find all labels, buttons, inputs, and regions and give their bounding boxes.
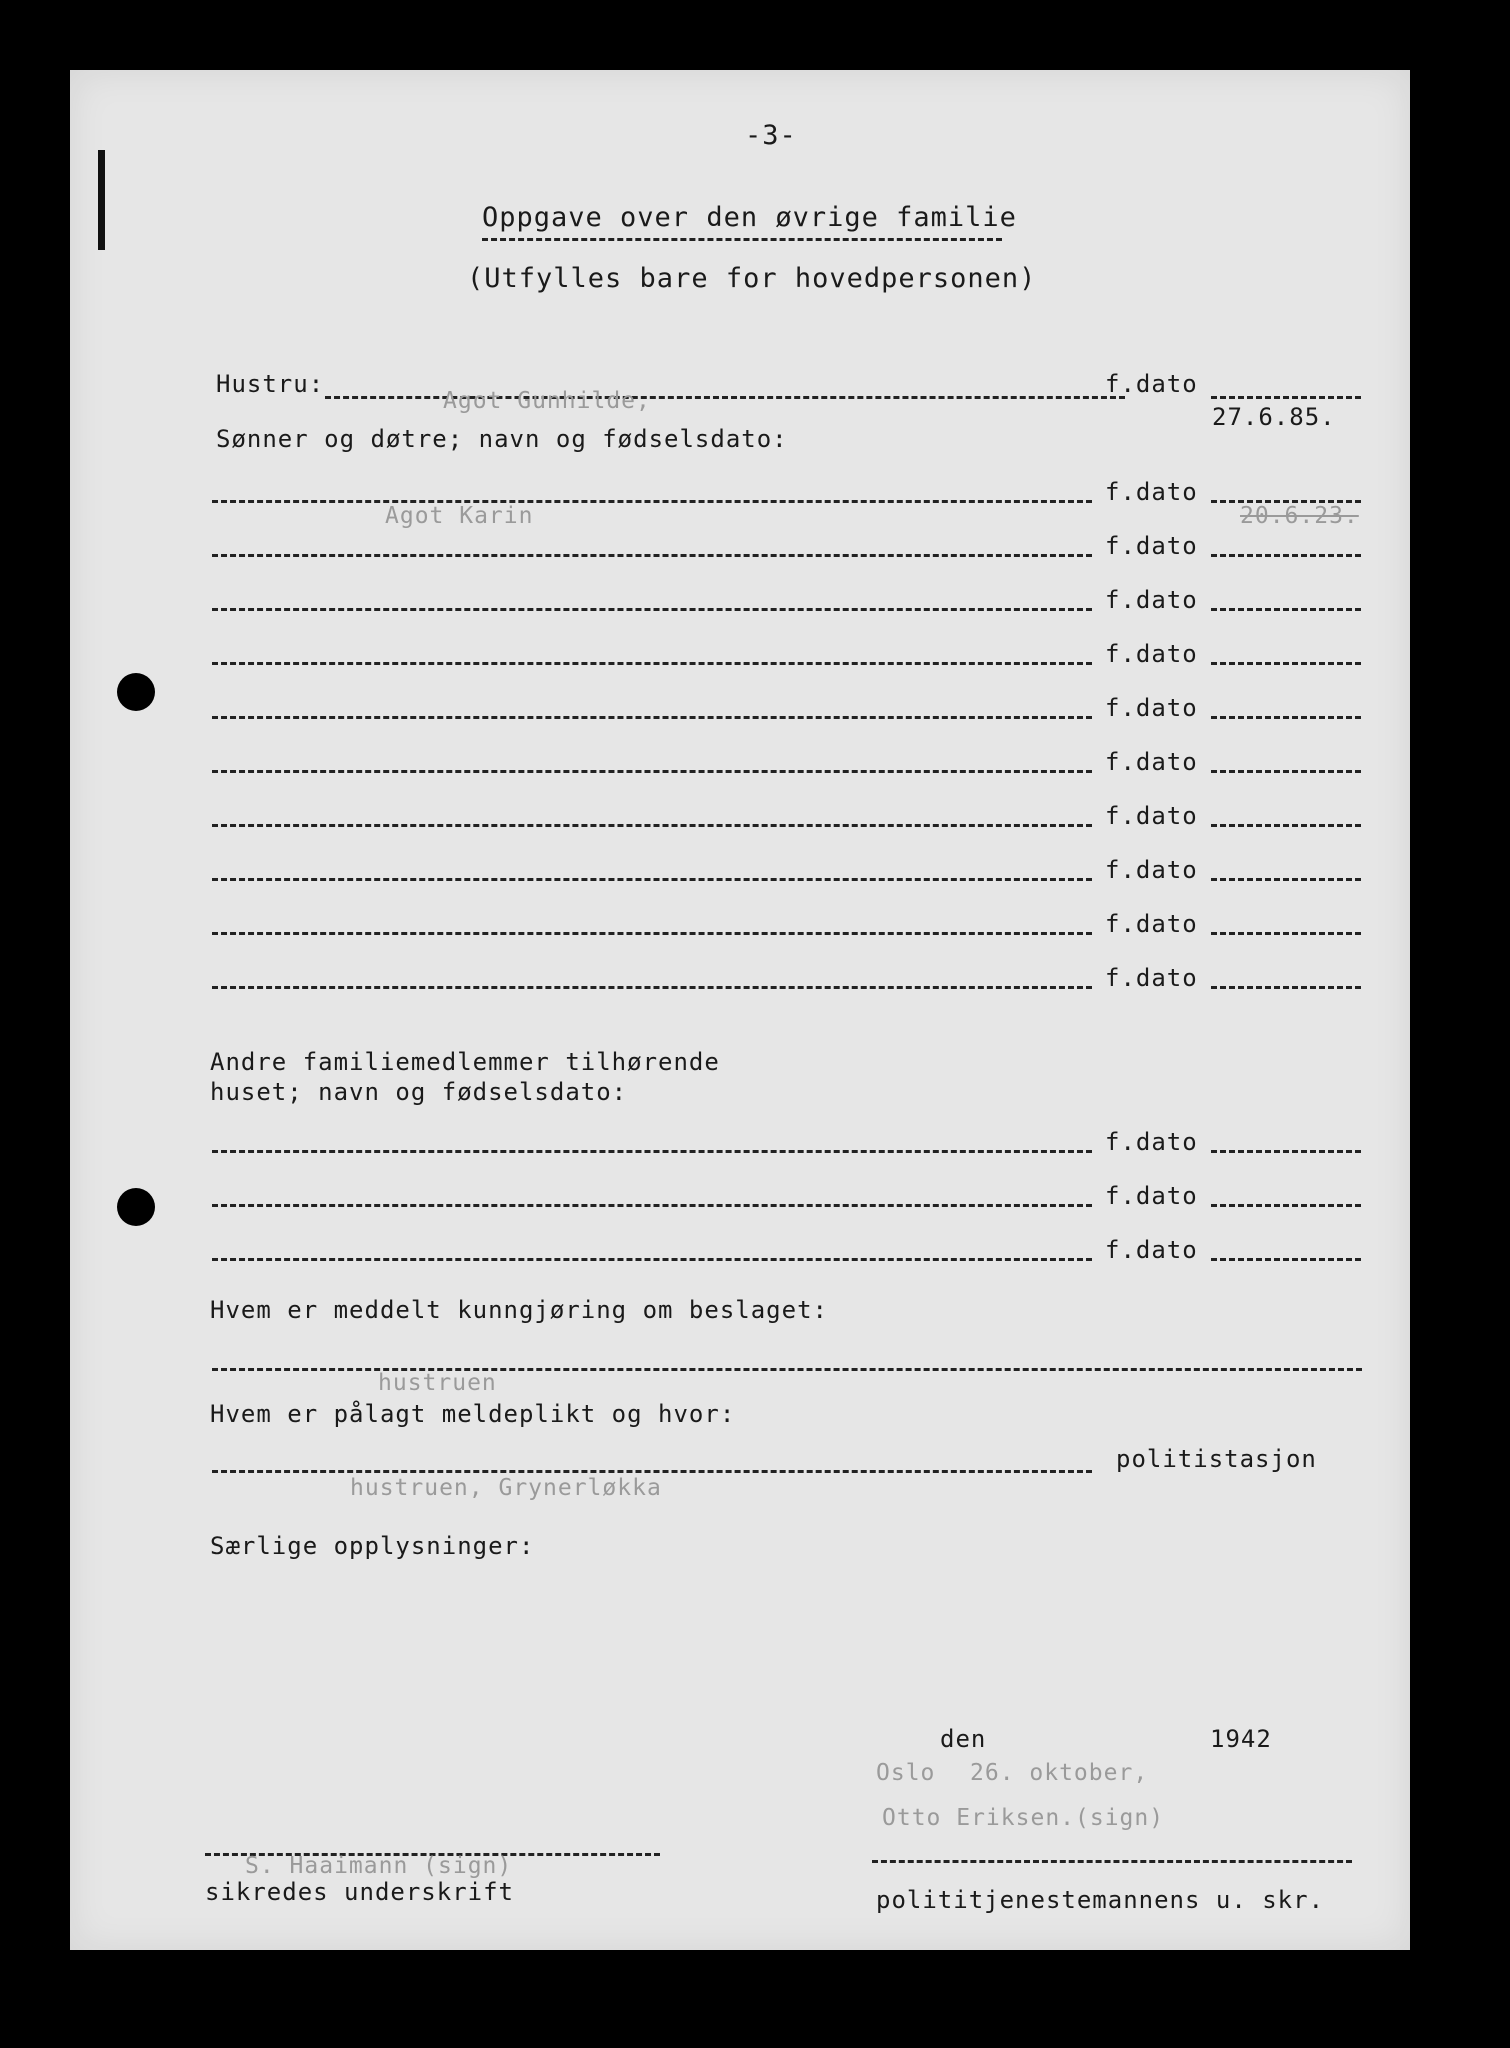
notified-label: Hvem er meddelt kunngjøring om beslaget: bbox=[210, 1296, 828, 1324]
date-label: f.dato bbox=[1105, 532, 1198, 560]
typed-place: Oslo bbox=[876, 1760, 936, 1786]
reporting-value: hustruen, Grynerløkka bbox=[350, 1475, 662, 1501]
place-den: den bbox=[940, 1725, 987, 1753]
reporting-line bbox=[212, 1470, 1092, 1473]
secured-label: sikredes underskrift bbox=[205, 1878, 514, 1906]
date-label: f.dato bbox=[1105, 802, 1198, 830]
page-number: -3- bbox=[745, 120, 797, 151]
date-label: f.dato bbox=[1105, 478, 1198, 506]
officer-signature: Otto Eriksen.(sign) bbox=[882, 1805, 1165, 1831]
others-label-line1: Andre familiemedlemmer tilhørende bbox=[210, 1048, 720, 1076]
wife-date-label: f.dato bbox=[1105, 370, 1198, 398]
typed-date: 26. oktober, bbox=[970, 1760, 1149, 1786]
form-title: Oppgave over den øvrige familie bbox=[482, 202, 1017, 233]
date-label: f.dato bbox=[1105, 640, 1198, 668]
date-label: f.dato bbox=[1105, 910, 1198, 938]
wife-date-line bbox=[1211, 396, 1361, 399]
reporting-suffix: politistasjon bbox=[1116, 1445, 1317, 1473]
notified-value: hustruen bbox=[378, 1370, 497, 1396]
reporting-label: Hvem er pålagt meldeplikt og hvor: bbox=[210, 1400, 736, 1428]
place-year: 1942 bbox=[1210, 1725, 1272, 1753]
children-label: Sønner og døtre; navn og fødselsdato: bbox=[216, 425, 788, 453]
wife-date: 27.6.85. bbox=[1212, 403, 1336, 431]
punch-hole-top bbox=[117, 673, 155, 711]
others-label-line2: huset; navn og fødselsdato: bbox=[210, 1078, 628, 1106]
wife-name: Agot Gunhilde, bbox=[443, 388, 651, 414]
date-label: f.dato bbox=[1105, 694, 1198, 722]
staple-mark bbox=[98, 150, 105, 250]
secured-signature: S. Haaimann (sign) bbox=[245, 1853, 513, 1879]
date-label: f.dato bbox=[1105, 748, 1198, 776]
date-label: f.dato bbox=[1105, 1236, 1198, 1264]
child-date: 20.6.23. bbox=[1240, 503, 1359, 529]
date-label: f.dato bbox=[1105, 586, 1198, 614]
child-name: Agot Karin bbox=[385, 503, 534, 529]
date-label: f.dato bbox=[1105, 1128, 1198, 1156]
date-label: f.dato bbox=[1105, 964, 1198, 992]
title-underline bbox=[482, 238, 1002, 241]
officer-label: polititjenestemannens u. skr. bbox=[876, 1886, 1325, 1914]
document-page bbox=[70, 70, 1410, 1950]
officer-signature-line bbox=[872, 1860, 1352, 1863]
punch-hole-bottom bbox=[117, 1188, 155, 1226]
form-subtitle: (Utfylles bare for hovedpersonen) bbox=[467, 263, 1037, 294]
date-label: f.dato bbox=[1105, 1182, 1198, 1210]
date-label: f.dato bbox=[1105, 856, 1198, 884]
wife-label: Hustru: bbox=[216, 370, 325, 398]
special-label: Særlige opplysninger: bbox=[210, 1532, 535, 1560]
